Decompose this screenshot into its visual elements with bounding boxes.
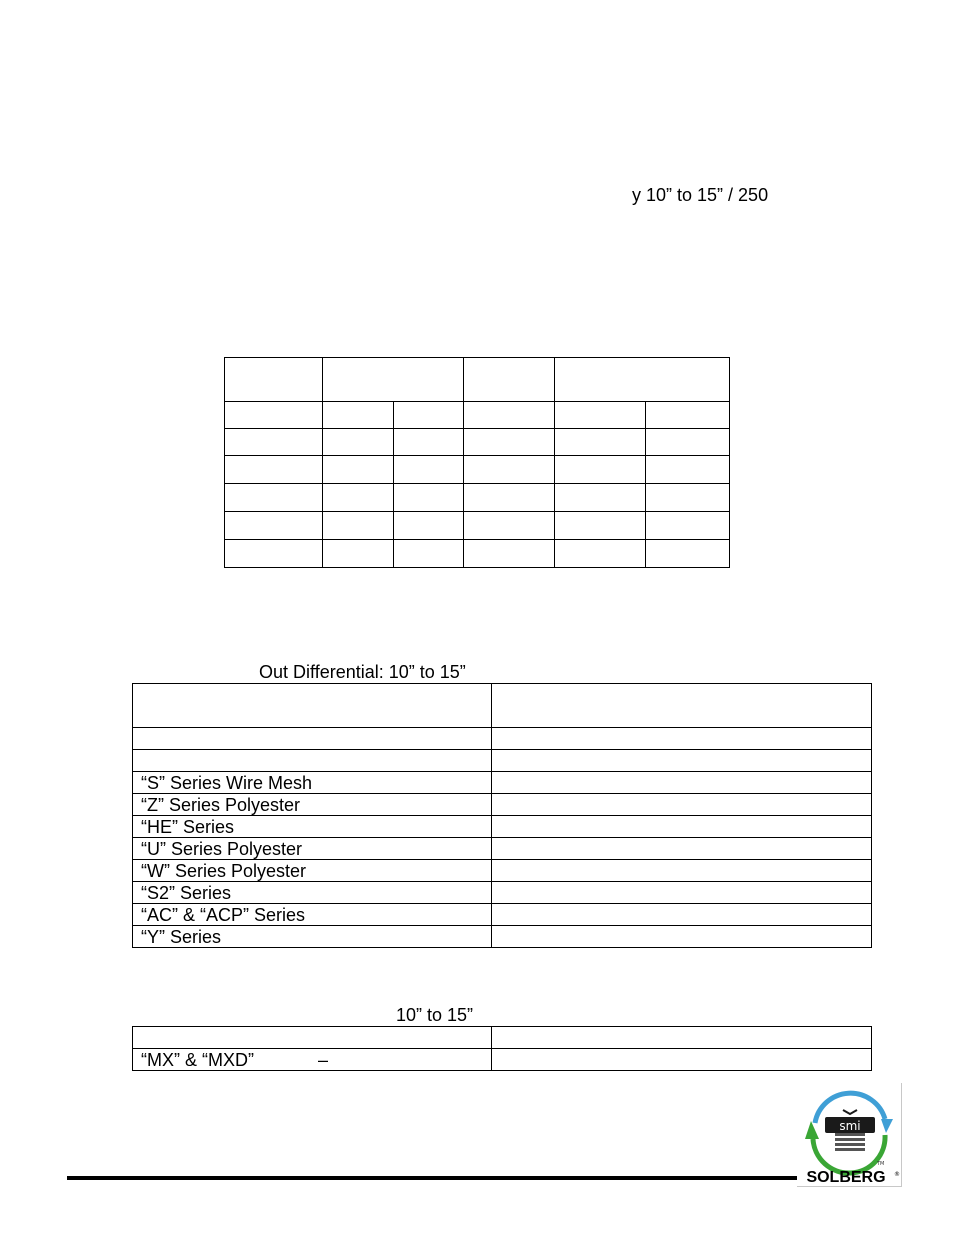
logo-reg: ® xyxy=(894,1171,900,1178)
table-cell xyxy=(492,684,872,728)
section3-heading: 10” to 15” xyxy=(396,1005,474,1025)
filter-series-table xyxy=(132,683,872,948)
table-row xyxy=(133,728,872,750)
table-row xyxy=(133,860,872,882)
series-name: “U” Series Polyester xyxy=(133,838,492,860)
table-cell xyxy=(492,1027,872,1049)
series-name: “AC” & “ACP” Series xyxy=(133,904,492,926)
table-cell xyxy=(133,1027,492,1049)
table-cell xyxy=(133,1049,492,1071)
dash-separator: – xyxy=(317,1049,328,1070)
series-name: “MX” & “MXD” xyxy=(141,1049,254,1070)
header-fragment: y 10” to 15” / 250 xyxy=(632,185,769,205)
series-name xyxy=(133,750,492,772)
table-row xyxy=(133,772,872,794)
empty-spec-table xyxy=(224,357,730,568)
table-cell xyxy=(492,1049,872,1071)
table-row xyxy=(133,1049,872,1071)
table-row xyxy=(133,838,872,860)
logo-badge-text: smi xyxy=(839,1119,861,1133)
table-row xyxy=(133,926,872,948)
series-name xyxy=(133,728,492,750)
series-name: “S2” Series xyxy=(133,882,492,904)
table-cell xyxy=(133,684,492,728)
table-cell xyxy=(464,358,555,402)
table-row xyxy=(133,816,872,838)
series-name: “Z” Series Polyester xyxy=(133,794,492,816)
table-cell xyxy=(555,358,730,402)
table-row xyxy=(133,1027,872,1049)
table-row xyxy=(133,904,872,926)
table-row xyxy=(225,402,730,429)
table-row xyxy=(225,456,730,484)
table-header-row xyxy=(225,358,730,402)
solberg-logo-icon xyxy=(797,1083,901,1186)
table-row xyxy=(133,882,872,904)
table-cell xyxy=(323,358,464,402)
logo-tm: TM xyxy=(877,1161,885,1167)
table-header-row xyxy=(133,684,872,728)
series-name: “HE” Series xyxy=(133,816,492,838)
table-row xyxy=(133,794,872,816)
mx-series-table xyxy=(132,1026,872,1071)
series-name: “Y” Series xyxy=(133,926,492,948)
table-row xyxy=(225,512,730,540)
logo-brand: SOLBERG xyxy=(806,1169,886,1186)
table-row xyxy=(133,750,872,772)
series-name: “S” Series Wire Mesh xyxy=(133,772,492,794)
series-name: “W” Series Polyester xyxy=(133,860,492,882)
table-cell xyxy=(225,358,323,402)
table-row xyxy=(225,429,730,456)
solberg-logo xyxy=(797,1083,902,1187)
table-row xyxy=(225,484,730,512)
footer-rule xyxy=(67,1176,797,1180)
section2-heading: Out Differential: 10” to 15” xyxy=(259,662,466,682)
table-row xyxy=(225,540,730,568)
